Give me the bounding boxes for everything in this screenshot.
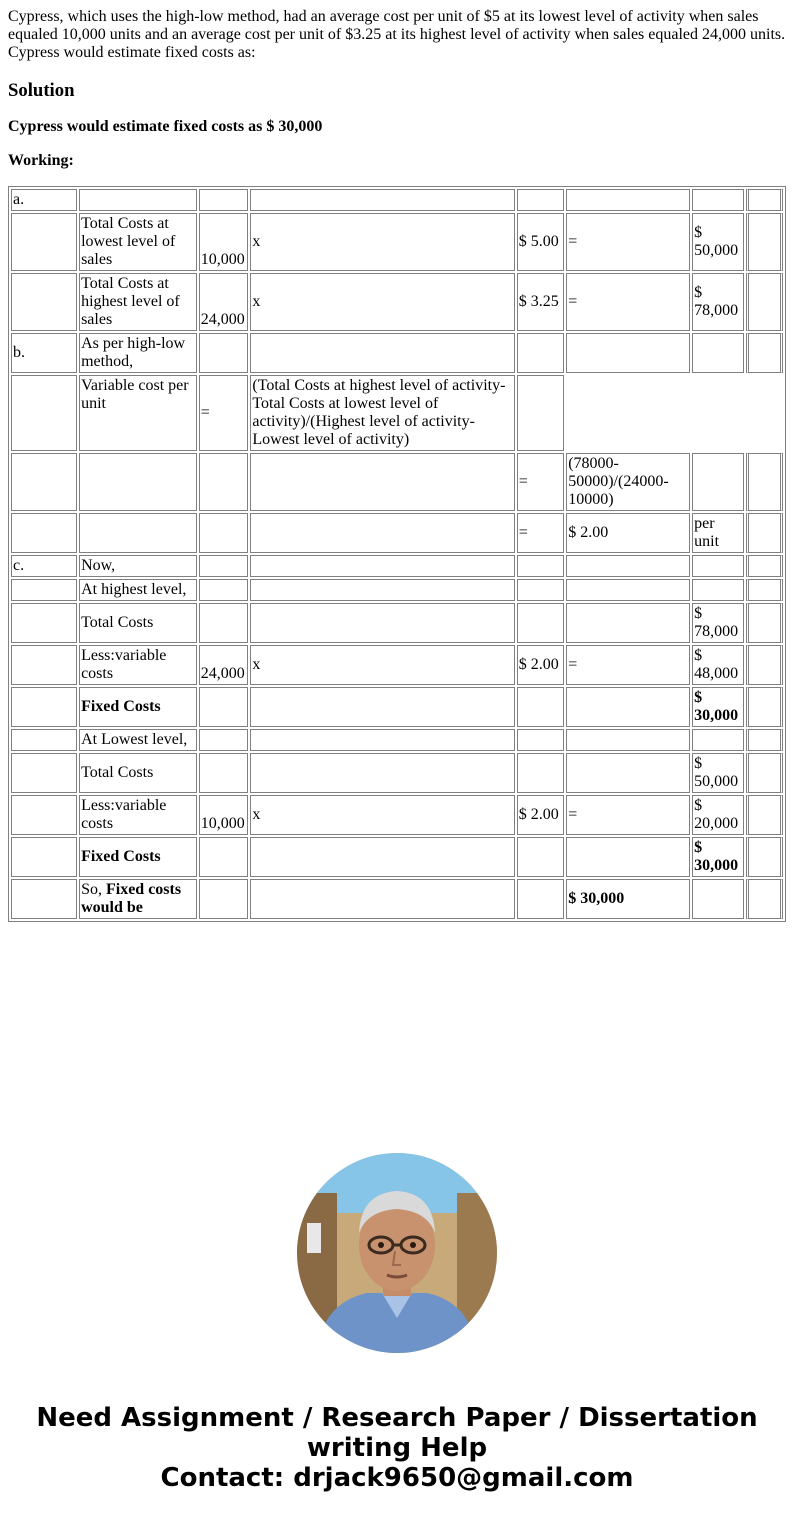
footer-line-help: Need Assignment / Research Paper / Dissertation writing Help — [36, 1403, 758, 1463]
table-row — [11, 375, 783, 451]
document-body — [8, 8, 786, 922]
table-row — [11, 795, 783, 835]
total-cell: $ 78,000 — [692, 273, 744, 331]
desc-cell: Now, — [79, 555, 197, 577]
desc-cell: Variable cost per unit — [79, 375, 197, 451]
table-row — [11, 213, 783, 271]
op-cell: x — [250, 273, 514, 331]
qty-cell: 24,000 — [199, 645, 249, 685]
total-cell: $ 50,000 — [692, 213, 744, 271]
op-cell: x — [250, 645, 514, 685]
rate-cell: $ 2.00 — [517, 795, 565, 835]
result-cell: $ 2.00 — [566, 513, 690, 553]
rate-cell: $ 5.00 — [517, 213, 565, 271]
footer-line-contact: Contact: drjack9650@gmail.com — [160, 1463, 634, 1493]
eq-cell: = — [566, 795, 690, 835]
desc-cell: Total Costs at highest level of sales — [79, 273, 197, 331]
eq-cell: = — [517, 453, 565, 511]
author-photo-illustration — [297, 1153, 497, 1353]
table-row — [11, 513, 783, 553]
table-row — [11, 333, 783, 373]
table-row — [11, 189, 783, 211]
desc-cell: At highest level, — [79, 579, 197, 601]
conclusion-bold: Fixed costs would be — [81, 881, 182, 916]
total-cell: $ 30,000 — [692, 837, 744, 877]
author-photo — [297, 1153, 497, 1353]
section-label: c. — [11, 555, 77, 577]
footer-banner — [0, 1403, 794, 1493]
calc-cell: (78000-50000)/(24000-10000) — [566, 453, 690, 511]
working-label: Working: — [8, 152, 74, 169]
question-text: Cypress, which uses the high-low method, had an average cost per unit of $5 at its lowest level of activity when sales equaled 10,000 units and an average cost per unit of $3.25 at its highest level of activity when sales equaled 24,000 units. Cypress would estimate fixed costs as: — [8, 8, 786, 61]
table-row — [11, 879, 783, 919]
eq-cell: = — [517, 513, 565, 553]
table-row — [11, 645, 783, 685]
qty-cell: 10,000 — [199, 213, 249, 271]
op-cell: x — [250, 213, 514, 271]
table-row — [11, 453, 783, 511]
desc-cell: Total Costs — [79, 603, 197, 643]
qty-cell: 10,000 — [199, 795, 249, 835]
conclusion-cell — [79, 879, 197, 919]
table-row — [11, 603, 783, 643]
eq-cell: = — [199, 375, 249, 451]
conclusion-value: $ 30,000 — [566, 879, 690, 919]
answer-text: Cypress would estimate fixed costs as $ 30,000 — [8, 118, 323, 135]
total-cell: $ 78,000 — [692, 603, 744, 643]
total-cell: $ 48,000 — [692, 645, 744, 685]
table-row — [11, 579, 783, 601]
section-label: a. — [11, 189, 77, 211]
qty-cell: 24,000 — [199, 273, 249, 331]
total-cell: $ 20,000 — [692, 795, 744, 835]
desc-cell: Fixed Costs — [79, 837, 197, 877]
desc-cell: Fixed Costs — [79, 687, 197, 727]
solution-heading: Solution — [8, 80, 75, 101]
table-row — [11, 837, 783, 877]
unit-cell: per unit — [692, 513, 744, 553]
desc-cell: Less:variable costs — [79, 795, 197, 835]
eq-cell: = — [566, 273, 690, 331]
desc-cell: Total Costs at lowest level of sales — [79, 213, 197, 271]
working-table — [8, 186, 786, 922]
table-row — [11, 729, 783, 751]
eq-cell: = — [566, 645, 690, 685]
table-row — [11, 273, 783, 331]
op-cell: x — [250, 795, 514, 835]
total-cell: $ 30,000 — [692, 687, 744, 727]
formula-cell: (Total Costs at highest level of activity-Total Costs at lowest level of activity)/(Highest level of activity-Lowest level of activity) — [250, 375, 514, 451]
table-row — [11, 687, 783, 727]
section-label: b. — [11, 333, 77, 373]
conclusion-prefix: So, — [81, 881, 106, 898]
total-cell: $ 50,000 — [692, 753, 744, 793]
desc-cell: At Lowest level, — [79, 729, 197, 751]
desc-cell: Total Costs — [79, 753, 197, 793]
rate-cell: $ 3.25 — [517, 273, 565, 331]
desc-cell: Less:variable costs — [79, 645, 197, 685]
rate-cell: $ 2.00 — [517, 645, 565, 685]
eq-cell: = — [566, 213, 690, 271]
table-row — [11, 555, 783, 577]
desc-cell: As per high-low method, — [79, 333, 197, 373]
table-row — [11, 753, 783, 793]
